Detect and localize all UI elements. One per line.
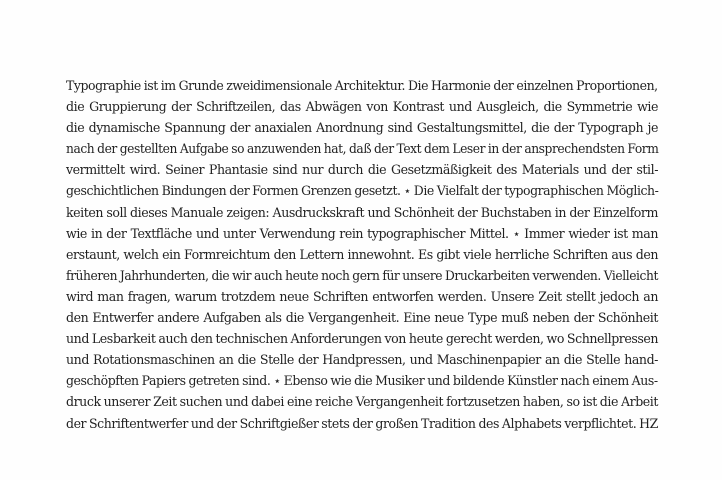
- text-line: die dynamische Spannung der anaxialen Anordnung sind Gestaltungsmittel, die der Typograph je: [66, 120, 658, 136]
- text-line: vermittelt wird. Seiner Phantasie sind nur durch die Gesetzmäßigkeit des Materials und der stil-: [66, 162, 658, 178]
- text-line: früheren Jahrhunderten, die wir auch heute noch gern für unsere Druckarbeiten verwenden. Vielleicht: [66, 267, 658, 283]
- text-line: die Gruppierung der Schriftzeilen, das Abwägen von Kontrast und Ausgleich, die Symmetrie wie: [66, 99, 658, 115]
- body-text: [66, 75, 658, 434]
- text-line: den Entwerfer andere Aufgaben als die Vergangenheit. Eine neue Type muß neben der Schönheit: [66, 310, 658, 326]
- text-line: nach der gestellten Aufgabe so anzuwenden hat, daß der Text dem Leser in der ansprechendsten Form: [66, 141, 659, 157]
- text-line: erstaunt, welch ein Formreichtum den Lettern innewohnt. Es gibt viele herrliche Schriften aus den: [66, 246, 658, 262]
- text-line: keiten soll dieses Manuale zeigen: Ausdruckskraft und Schönheit der Buchstaben in der Einzelform: [66, 204, 658, 220]
- text-line-signature: der Schriftentwerfer und der Schriftgießer stets der großen Tradition des Alphabets verpflichtet. HZ: [66, 415, 658, 431]
- text-line: Typographie ist im Grunde zweidimensionale Architektur. Die Harmonie der einzelnen Proportionen,: [66, 78, 658, 93]
- text-line: druck unserer Zeit suchen und dabei eine reiche Vergangenheit fortzusetzen haben, so ist die Arbeit: [66, 394, 658, 410]
- text-line: geschichtlichen Bindungen der Formen Grenzen gesetzt. ⋆ Die Vielfalt der typographischen Möglich-: [66, 183, 659, 199]
- text-line: und Rotationsmaschinen an die Stelle der Handpressen, und Maschinenpapier an die Stelle hand-: [66, 352, 658, 368]
- text-line: wird man fragen, warum trotzdem neue Schriften entworfen werden. Unsere Zeit stellt jedoch an: [66, 288, 658, 304]
- text-line: und Lesbarkeit auch den technischen Anforderungen von heute gerecht werden, wo Schnellpressen: [66, 331, 659, 347]
- text-line: wie in der Textfläche und unter Verwendung rein typographischer Mittel. ⋆ Immer wieder ist man: [66, 225, 658, 241]
- text-line: geschöpften Papiers getreten sind. ⋆ Ebenso wie die Musiker und bildende Künstler nach einem Aus-: [66, 373, 658, 389]
